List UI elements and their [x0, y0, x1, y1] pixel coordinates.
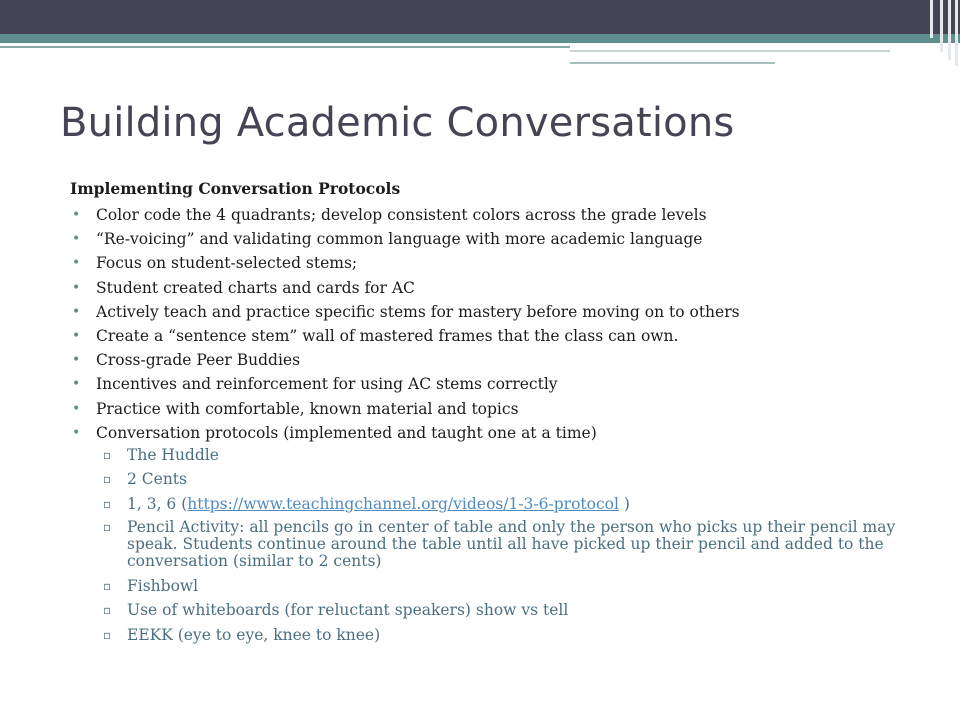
square-bullet-icon: ▫: [103, 496, 112, 511]
list-item: • “Re-voicing” and validating common language with more academic language: [72, 230, 703, 249]
sub-bullet-list: [70, 446, 900, 644]
header-vertical-line: [940, 0, 943, 52]
sub-list-item: ▫ Use of whiteboards (for reluctant speakers) show vs tell: [103, 601, 569, 620]
square-bullet-icon: ▫: [103, 578, 112, 593]
header-bar-dark: [0, 0, 960, 34]
sub-list-item: ▫ Pencil Activity: all pencils go in center of table and only the person who picks up their pencil may speak. Students continue around the table until all have picked up their pencil and added to the conversation (similar to 2 cents): [103, 518, 896, 571]
bullet-icon: •: [72, 376, 81, 393]
bullet-icon: •: [72, 303, 81, 320]
header-line: [570, 50, 890, 52]
list-item: • Incentives and reinforcement for using AC stems correctly: [72, 375, 558, 394]
bullet-icon: •: [72, 400, 81, 417]
square-bullet-icon: ▫: [103, 603, 112, 618]
list-item: • Conversation protocols (implemented and taught one at a time): [72, 423, 597, 442]
header-vertical-line: [948, 0, 951, 60]
sub-list-item: ▫ Fishbowl: [103, 576, 199, 595]
bullet-icon: •: [72, 231, 81, 248]
square-bullet-icon: ▫: [103, 627, 112, 642]
square-bullet-icon: ▫: [103, 447, 112, 462]
sub-list-item: ▫ 1, 3, 6 (https://www.teachingchannel.org/videos/1-3-6-protocol ): [103, 494, 630, 513]
list-item: • Create a “sentence stem” wall of mastered frames that the class can own.: [72, 326, 679, 345]
header-line: [0, 46, 570, 48]
square-bullet-icon: ▫: [103, 472, 112, 487]
section-subheading: Implementing Conversation Protocols: [70, 179, 401, 198]
list-item: • Focus on student-selected stems;: [72, 254, 358, 273]
list-item: • Student created charts and cards for AC: [72, 278, 415, 297]
bullet-icon: •: [72, 255, 81, 272]
bullet-icon: •: [72, 207, 81, 223]
sub-list-item: ▫ The Huddle: [103, 445, 219, 464]
sub-list-item: ▫ 2 Cents: [103, 470, 187, 489]
list-item: • Actively teach and practice specific stems for mastery before moving on to others: [72, 302, 740, 321]
sub-list-item: ▫ EEKK (eye to eye, knee to knee): [103, 625, 381, 644]
list-item: • Cross-grade Peer Buddies: [72, 351, 301, 370]
list-item: • Color code the 4 quadrants; develop consistent colors across the grade levels: [72, 206, 707, 224]
protocol-video-link[interactable]: https://www.teachingchannel.org/videos/1-3-6-protocol: [187, 494, 619, 513]
header-vertical-line: [930, 0, 933, 38]
slide-body: [70, 178, 900, 650]
header-vertical-line: [955, 0, 958, 66]
square-bullet-icon: ▫: [103, 520, 112, 535]
bullet-list: [70, 204, 900, 444]
header-bar-teal: [0, 34, 960, 43]
header-line: [570, 62, 775, 64]
bullet-icon: •: [72, 352, 81, 369]
bullet-icon: •: [72, 279, 81, 296]
bullet-icon: •: [72, 424, 81, 441]
bullet-icon: •: [72, 327, 81, 344]
list-item: • Practice with comfortable, known material and topics: [72, 399, 519, 418]
slide-title: Building Academic Conversations: [60, 100, 735, 146]
